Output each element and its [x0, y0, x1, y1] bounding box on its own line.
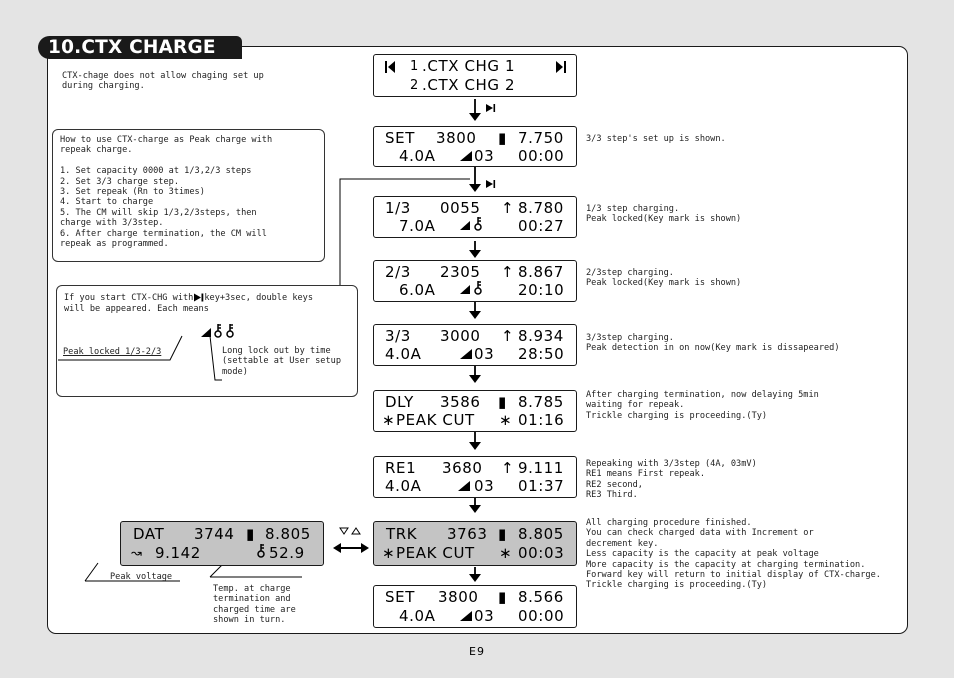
lcd-screen-set-final	[373, 585, 577, 628]
delta-peak-icon	[460, 345, 472, 364]
current: 6.0A	[399, 281, 436, 299]
battery-icon: ▮	[498, 129, 507, 147]
voltage: 7.750	[518, 129, 564, 147]
note-trk: All charging procedure finished. You can check charged data with Increment or decrement key. Less capacity is the capacity at peak voltage More capacity is the capacity at charging termination. Forward key will return to initial display of CTX-charge. Trickle charging is proceeding.(Ty)	[586, 518, 881, 591]
capacity: 3586	[440, 393, 481, 411]
delta-peak-icon	[460, 147, 472, 166]
section-title: 10.CTX CHARGE	[38, 36, 242, 59]
lcd-screen-step2	[373, 260, 577, 302]
capacity: 0055	[440, 199, 481, 217]
note-re1: Repeaking with 3/3step (4A, 03mV) RE1 means First repeak. RE2 second, RE3 Third.	[586, 459, 757, 501]
step-label: DAT	[133, 525, 165, 543]
peak-cut-label: PEAK CUT	[396, 544, 475, 562]
voltage: 9.111	[518, 459, 564, 477]
voltage: 8.805	[265, 525, 311, 543]
lcd-screen-step1	[373, 196, 577, 238]
peak-locked-label: Peak locked 1/3-2/3	[63, 347, 162, 357]
note-set: 3/3 step's set up is shown.	[586, 134, 726, 144]
peak-cut-label: PEAK CUT	[396, 411, 475, 429]
double-key-icon	[460, 281, 486, 300]
time: 00:00	[518, 147, 565, 165]
time: 28:50	[518, 345, 565, 363]
temp-key-icon	[257, 544, 267, 563]
note-step2: 2/3step charging. Peak locked(Key mark is shown)	[586, 268, 742, 289]
forward-key-icon	[556, 61, 567, 73]
program-name: .CTX CHG 1	[422, 57, 516, 75]
voltage: 8.785	[518, 393, 564, 411]
capacity: 2305	[440, 263, 481, 281]
voltage: 8.566	[518, 588, 564, 606]
asterisk-icon: ∗	[382, 544, 396, 562]
time: 01:16	[518, 411, 565, 429]
step-label: DLY	[385, 393, 414, 411]
lcd-screen-ctx-select	[373, 54, 577, 97]
delta-peak-icon	[458, 477, 470, 496]
temp-time: 52.9	[269, 544, 305, 562]
program-number: 2	[410, 78, 419, 93]
lcd-screen-dat[interactable]	[120, 521, 324, 566]
temp-note: Temp. at charge termination and charged time are shown in turn.	[213, 584, 296, 626]
voltage: 8.934	[518, 327, 564, 345]
asterisk-icon: ∗	[499, 544, 513, 562]
capacity: 3800	[436, 129, 477, 147]
up-arrow-icon: ↑	[501, 459, 515, 477]
battery-icon: ▮	[498, 525, 507, 543]
step-label: 1/3	[385, 199, 411, 217]
step-label: RE1	[385, 459, 417, 477]
peak-arrow-icon: ↝	[131, 546, 143, 561]
up-arrow-icon: ↑	[501, 199, 515, 217]
double-key-icon	[460, 217, 486, 236]
time: 00:00	[518, 607, 565, 625]
current: 7.0A	[399, 217, 436, 235]
lcd-screen-step3	[373, 324, 577, 366]
current: 4.0A	[399, 147, 436, 165]
time: 01:37	[518, 477, 565, 495]
asterisk-icon: ∗	[382, 411, 396, 429]
battery-icon: ▮	[498, 393, 507, 411]
program-number: 1	[410, 59, 419, 74]
battery-icon: ▮	[246, 525, 255, 543]
asterisk-icon: ∗	[499, 411, 513, 429]
lcd-screen-trk[interactable]	[373, 521, 577, 566]
voltage: 8.867	[518, 263, 564, 281]
peak-voltage: 9.142	[155, 544, 201, 562]
time: 20:10	[518, 281, 565, 299]
step-label: SET	[385, 129, 415, 147]
note-step3: 3/3step charging. Peak detection in on now(Key mark is dissapeared)	[586, 333, 840, 354]
delta-peak-value: 03	[474, 147, 495, 165]
back-key-icon	[385, 61, 396, 73]
program-name: .CTX CHG 2	[422, 76, 516, 94]
current: 4.0A	[399, 607, 436, 625]
page-number: E9	[469, 645, 485, 658]
step-label: 2/3	[385, 263, 411, 281]
note-dly: After charging termination, now delaying 5min waiting for repeak. Trickle charging is proceeding.(Ty)	[586, 390, 819, 421]
capacity: 3680	[442, 459, 483, 477]
up-arrow-icon: ↑	[501, 263, 515, 281]
long-lock-label: Long lock out by time (settable at User setup mode)	[222, 346, 341, 377]
delta-peak-value: 03	[474, 607, 495, 625]
time: 00:03	[518, 544, 565, 562]
intro-note: CTX-chage does not allow chaging set up during charging.	[62, 71, 264, 92]
time: 00:27	[518, 217, 565, 235]
delta-peak-value: 03	[474, 477, 495, 495]
keys-line1: If you start CTX-CHG with key+3sec, double keys	[64, 293, 314, 303]
step-label: TRK	[386, 525, 418, 543]
delta-peak-value: 03	[474, 345, 495, 363]
step-label: 3/3	[385, 327, 411, 345]
capacity: 3000	[440, 327, 481, 345]
voltage: 8.805	[518, 525, 564, 543]
current: 4.0A	[385, 477, 422, 495]
up-arrow-icon: ↑	[501, 327, 515, 345]
peak-voltage-label: Peak voltage	[110, 572, 173, 582]
battery-icon: ▮	[498, 588, 507, 606]
lcd-screen-set	[373, 126, 577, 167]
note-step1: 1/3 step charging. Peak locked(Key mark is shown)	[586, 204, 742, 225]
lcd-screen-re1	[373, 456, 577, 498]
howto-text: How to use CTX-charge as Peak charge with repeak charge. 1. Set capacity 0000 at 1/3,2/3 steps 2. Set 3/3 charge step. 3. Set repeak (Rn to 3times) 4. Start to charge 5. The CM will skip 1/3,2/3steps, then charge with 3/3step. 6. After charge termination, the CM will repeak as programmed.	[60, 135, 273, 250]
capacity: 3744	[194, 525, 235, 543]
capacity: 3800	[438, 588, 479, 606]
lcd-screen-dly	[373, 390, 577, 432]
keys-line2: will be appeared. Each means	[64, 304, 209, 314]
voltage: 8.780	[518, 199, 564, 217]
step-label: SET	[385, 588, 415, 606]
current: 4.0A	[385, 345, 422, 363]
capacity: 3763	[447, 525, 488, 543]
delta-peak-icon	[460, 607, 472, 626]
